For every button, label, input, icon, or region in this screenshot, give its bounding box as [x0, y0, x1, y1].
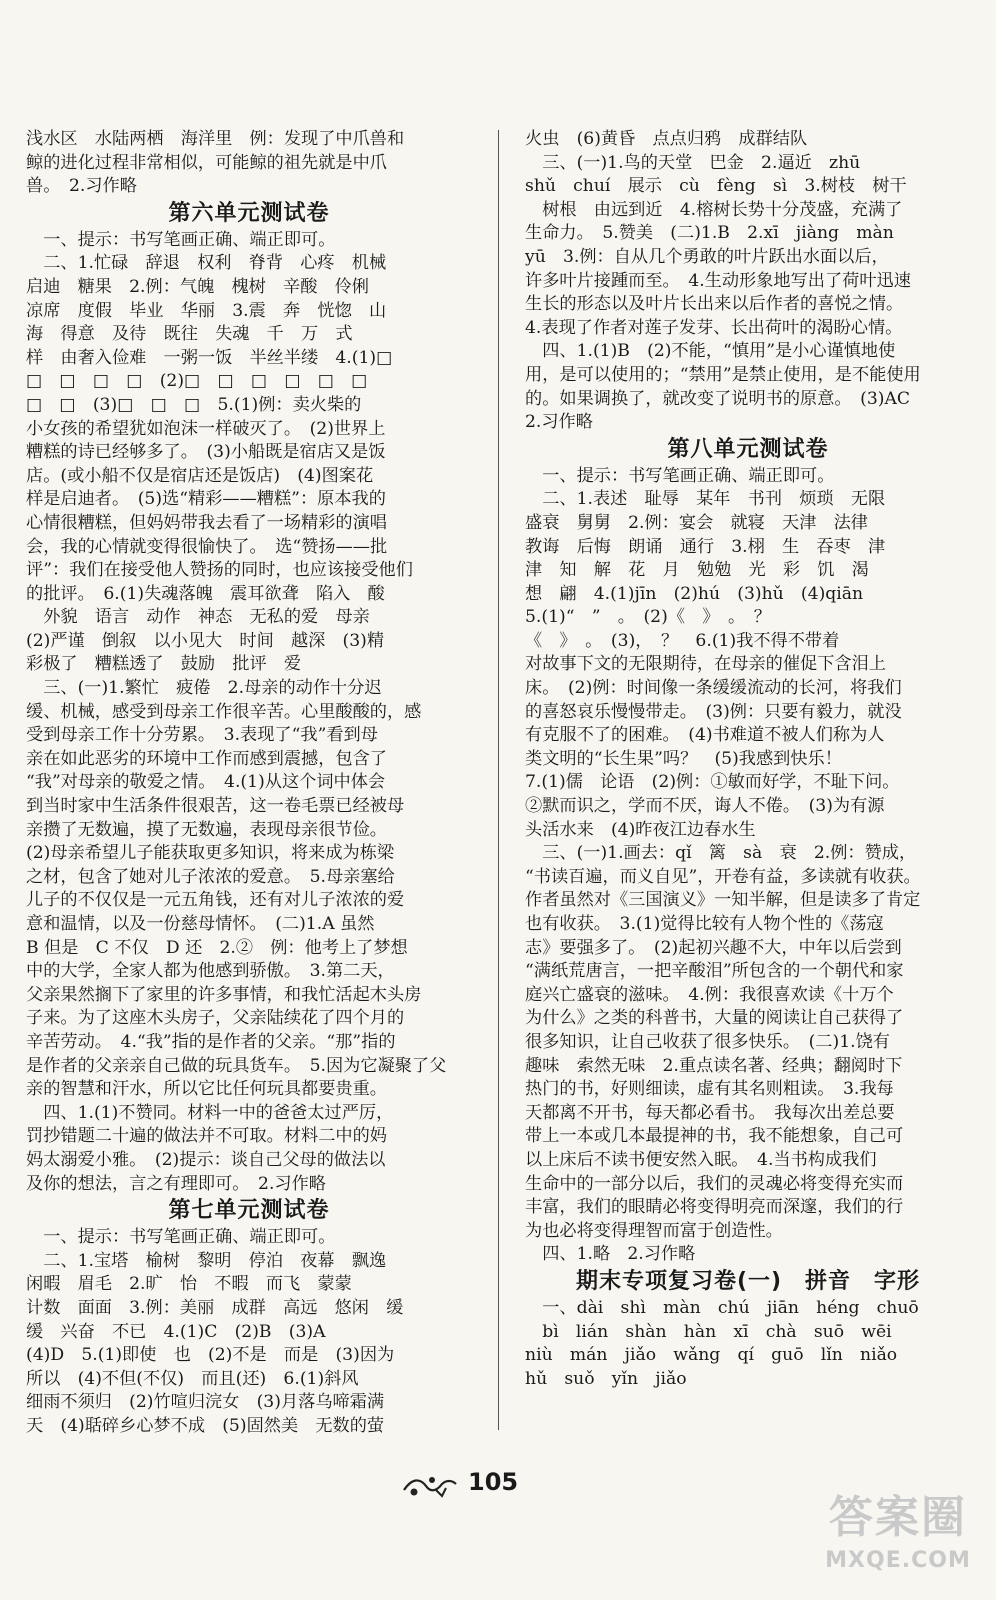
text-line: 四、1.(1)不赞同。材料一中的爸爸太过严厉， [26, 1102, 394, 1123]
text-line: 一、dài shì màn chú jiān héng chuō [525, 1297, 919, 1318]
text-line: 生命中的一部分以后，我们的灵魂必将变得充实而 [525, 1173, 904, 1194]
text-line: ②默而识之，学而不厌，诲人不倦。 (3)为有源 [525, 796, 885, 817]
watermark-url: MXQE.COM [825, 1548, 971, 1573]
text-line: 二、1.宝塔 榆树 黎明 停泊 夜幕 飘逸 [26, 1250, 387, 1271]
text-line: 糟糕的诗已经够多了。 (3)小船既是宿店又是饭 [26, 442, 386, 463]
text-line: 所以 (4)不但(不仅) 而且(还) 6.(1)斜风 [26, 1368, 359, 1389]
text-line: 外貌 语言 动作 神态 无私的爱 母亲 [26, 607, 370, 628]
text-line: 四、1.(1)B (2)不能，“慎用”是小心谨慎地使 [525, 341, 896, 362]
text-line: 三、(一)1.鸟的天堂 巴金 2.逼近 zhū [525, 152, 861, 173]
text-line: 启迪 糖果 2.例：气魄 槐树 辛酸 伶俐 [26, 276, 369, 297]
text-line: 店。(或小船不仅是宿店还是饭店) (4)图案花 [26, 465, 374, 486]
text-line: 2.习作略 [525, 412, 593, 433]
text-line: 鲸的进化过程非常相似，可能鲸的祖先就是中爪 [26, 152, 387, 173]
text-line: 浅水区 水陆两栖 海洋里 例：发现了中爪兽和 [26, 129, 405, 149]
text-line: 用，是可以使用的；“禁用”是禁止使用，是不能使用 [525, 364, 921, 385]
text-line: 一、提示：书写笔画正确、端正即可。 [525, 465, 835, 486]
text-line: 想 翩 4.(1)jīn (2)hú (3)hǔ (4)qiān [525, 583, 864, 604]
text-line: 中的大学，全家人都为他感到骄傲。 3.第二天， [26, 961, 395, 982]
site-watermark [808, 1490, 988, 1590]
text-line: 以上床后不读书便安然入眠。 4.当书构成我们 [525, 1149, 877, 1170]
text-line: 志》要强多了。 (2)起初兴趣不大，中年以后尝到 [525, 937, 902, 958]
text-line: 4.表现了作者对莲子发芽、长出荷叶的渴盼心情。 [525, 317, 903, 338]
text-line: “满纸荒唐言，一把辛酸泪”所包含的一个朝代和家 [525, 961, 904, 982]
page-number: 105 [468, 1468, 519, 1496]
text-line: 津 知 解 花 月 勉勉 光 彩 饥 渴 [525, 560, 869, 581]
text-line: 为也必将变得理智而富于创造性。 [525, 1220, 783, 1241]
text-line: 四、1.略 2.习作略 [525, 1244, 696, 1265]
text-line: 二、1.表述 耻辱 某年 书刊 烦琐 无限 [525, 489, 886, 510]
section-heading: 第八单元测试卷 [667, 436, 829, 462]
section-heading: 期末专项复习卷(一) 拼音 字形 [575, 1268, 921, 1294]
text-line: 罚抄错题二十遍的做法并不可取。材料二中的妈 [26, 1126, 387, 1147]
text-line: bì lián shàn hàn xī chà suō wēi [525, 1321, 892, 1342]
column-divider [498, 130, 499, 1430]
text-line: 有克服不了的困难。 (4)书难道不被人们称为人 [525, 725, 885, 746]
text-line: 的批评。 6.(1)失魂落魄 震耳欲聋 陷入 酸 [26, 583, 385, 604]
text-line: 样是启迪者。 (5)选“精彩——糟糕”：原本我的 [26, 489, 386, 510]
text-line: 对故事下文的无限期待，在母亲的催促下含泪上 [525, 654, 886, 675]
text-line: 受到母亲工作十分劳累。 3.表现了“我”看到母 [26, 725, 378, 746]
section-heading: 第七单元测试卷 [168, 1198, 330, 1224]
text-line: 彩极了 糟糕透了 鼓励 批评 爱 [26, 654, 302, 675]
right-column [525, 128, 971, 1391]
text-line: hǔ suǒ yǐn jiǎo [525, 1368, 687, 1389]
text-line: 到当时家中生活条件很艰苦，这一卷毛票已经被母 [26, 796, 405, 817]
text-line: 一、提示：书写笔画正确、端正即可。 [26, 229, 336, 250]
text-line: □ □ □ □ (2)□ □ □ □ □ □ [26, 371, 368, 392]
text-line: 的喜怒哀乐慢慢带走。 (3)例：只要有毅力，就没 [525, 701, 902, 722]
text-line: (2)严谨 倒叙 以小见大 时间 越深 (3)精 [26, 630, 385, 651]
text-line: 小女孩的希望犹如泡沫一样破灭了。 (2)世界上 [26, 418, 386, 439]
text-line: 意和温情，以及一份慈母情怀。 (二)1.A 虽然 [26, 914, 375, 934]
text-line: 盛衰 舅舅 2.例：宴会 就寝 天津 法律 [525, 512, 868, 533]
text-line: 庭兴亡盛衰的滋味。 4.例：我很喜欢读《十万个 [525, 984, 894, 1005]
text-line: “书读百遍，而义自见”，开卷有益，多读就有收获。 [525, 866, 921, 887]
text-line: “我”对母亲的敬爱之情。 4.(1)从这个词中体会 [26, 772, 386, 793]
text-line: 火虫 (6)黄昏 点点归鸦 成群结队 [525, 129, 808, 149]
decorative-ornament-icon [402, 1472, 458, 1500]
text-line: 亲攒了无数遍，摸了无数遍，表现母亲很节俭。 [26, 819, 387, 840]
text-line: (4)D 5.(1)即使 也 (2)不是 而是 (3)因为 [26, 1345, 395, 1366]
text-line: 趣味 索然无味 2.重点读名著、经典；翻阅时下 [525, 1055, 903, 1076]
text-line: 教诲 后悔 朗诵 通行 3.栩 生 吞枣 津 [525, 536, 886, 557]
text-line: 妈太溺爱小雅。 (2)提示：谈自己父母的做法以 [26, 1149, 386, 1170]
text-line: 丰富，我们的眼睛必将变得明亮而深邃，我们的行 [525, 1197, 904, 1218]
text-line: 亲的智慧和汗水，所以它比任何玩具都要贵重。 [26, 1079, 387, 1100]
text-line: 评”：我们在接受他人赞扬的同时，也应该接受他们 [26, 560, 413, 581]
text-line: 5.(1)“ ” 。 (2)《 》 。 ？ [525, 607, 771, 628]
watermark-logo-text: 答案圈 [829, 1492, 967, 1543]
text-line: 及你的想法，言之有理即可。 2.习作略 [26, 1173, 326, 1194]
text-line: 天都离不开书，每天都必看书。 我每次出差总要 [525, 1102, 895, 1123]
text-line: shǔ chuí 展示 cù fèng sì 3.树枝 树干 [525, 176, 907, 197]
text-line: 细雨不须归 (2)竹喧归浣女 (3)月落乌啼霜满 [26, 1392, 385, 1413]
text-line: B 但是 C 不仅 D 还 2.② 例：他考上了梦想 [26, 937, 408, 958]
left-column [26, 128, 472, 1438]
text-line: 二、1.忙碌 辞退 权利 脊背 心疼 机械 [26, 253, 387, 274]
text-line: 闲暇 眉毛 2.旷 怡 不暇 而飞 蒙蒙 [26, 1274, 352, 1295]
text-line: niù mán jiǎo wǎng qí guō lǐn niǎo [525, 1345, 898, 1366]
text-line: 计数 面面 3.例：美丽 成群 高远 悠闲 缓 [26, 1297, 404, 1318]
text-line: 热门的书，好则细读，虚有其名则粗读。 3.我每 [525, 1079, 894, 1100]
text-line: 一、提示：书写笔画正确、端正即可。 [26, 1227, 336, 1248]
text-line: (2)母亲希望儿子能获取更多知识，将来成为栋梁 [26, 843, 395, 864]
text-line: 作者虽然对《三国演义》一知半解，但是读多了肯定 [525, 890, 921, 911]
text-line: 天 (4)聒碎乡心梦不成 (5)固然美 无数的萤 [26, 1415, 385, 1436]
text-line: 类文明的“长生果”吗？ (5)我感到快乐！ [525, 748, 842, 769]
text-line: 之材，包含了她对儿子浓浓的爱意。 5.母亲塞给 [26, 866, 395, 887]
text-line: 树根 由远到近 4.榕树长势十分茂盛，充满了 [525, 199, 903, 220]
text-line: 心情很糟糕，但妈妈带我去看了一场精彩的演唱 [26, 512, 387, 533]
text-line: yū 3.例：自从几个勇敢的叶片跃出水面以后， [525, 246, 889, 267]
text-line: 辛苦劳动。 4.“我”指的是作者的父亲。“那”指的 [26, 1031, 396, 1052]
text-line: 带上一本或几本最提神的书，我不能想象，自己可 [525, 1126, 904, 1147]
text-line: 三、(一)1.画去：qǐ 篱 sà 衰 2.例：赞成， [525, 843, 917, 864]
text-line: 生命力。 5.赞美 (二)1.B 2.xī jiàng màn [525, 223, 894, 244]
text-line: 亲在如此恶劣的环境中工作而感到震撼，包含了 [26, 748, 387, 769]
text-line: 会，我的心情就变得很愉快了。 选“赞扬——批 [26, 536, 388, 557]
text-line: 海 得意 及待 既往 失魂 千 万 式 [26, 324, 353, 345]
text-line: 为什么》之类的科普书，大量的阅读让自己获得了 [525, 1008, 904, 1029]
text-line: 三、(一)1.繁忙 疲倦 2.母亲的动作十分迟 [26, 678, 382, 699]
text-line: 许多叶片接踵而至。 4.生动形象地写出了荷叶迅速 [525, 270, 911, 291]
text-line: □ □ (3)□ □ □ 5.(1)例：卖火柴的 [26, 394, 362, 415]
text-line: 也有收获。 3.(1)觉得比较有人物个性的《荡寇 [525, 914, 884, 934]
text-line: 很多知识，让自己收获了很多快乐。 (二)1.饶有 [525, 1031, 890, 1052]
text-line: 父亲果然搁下了家里的许多事情，和我忙活起木头房 [26, 984, 422, 1005]
text-line: 儿子的不仅仅是一元五角钱，还有对儿子浓浓的爱 [26, 890, 405, 911]
text-line: 兽。 2.习作略 [26, 176, 137, 197]
text-line: 头活水来 (4)昨夜江边春水生 [525, 819, 756, 840]
text-line: 生长的形态以及叶片长出来以后作者的喜悦之情。 [525, 294, 904, 315]
text-line: 缓、机械，感受到母亲工作很辛苦。心里酸酸的，感 [26, 701, 422, 722]
section-heading: 第六单元测试卷 [168, 200, 330, 226]
text-line: 缓 兴奋 不已 4.(1)C (2)B (3)A [26, 1321, 326, 1342]
text-line: 的。如果调换了，就改变了说明书的原意。 (3)AC [525, 388, 911, 409]
text-line: 子来。为了这座木头房子，父亲陆续花了四个月的 [26, 1008, 405, 1029]
text-line: 《 》 。 (3)， ？ 6.(1)我不得不带着 [525, 630, 840, 651]
text-line: 床。 (2)例：时间像一条缓缓流动的长河，将我们 [525, 678, 902, 699]
text-line: 样 由奢入俭难 一粥一饭 半丝半缕 4.(1)□ [26, 347, 393, 368]
text-line: 凉席 度假 毕业 华丽 3.震 奔 恍惚 山 [26, 300, 387, 321]
text-line: 是作者的父亲亲自己做的玩具货车。 5.因为它凝聚了父 [26, 1055, 447, 1076]
text-line: 7.(1)儒 论语 (2)例：①敏而好学，不耻下问。 [525, 772, 900, 793]
